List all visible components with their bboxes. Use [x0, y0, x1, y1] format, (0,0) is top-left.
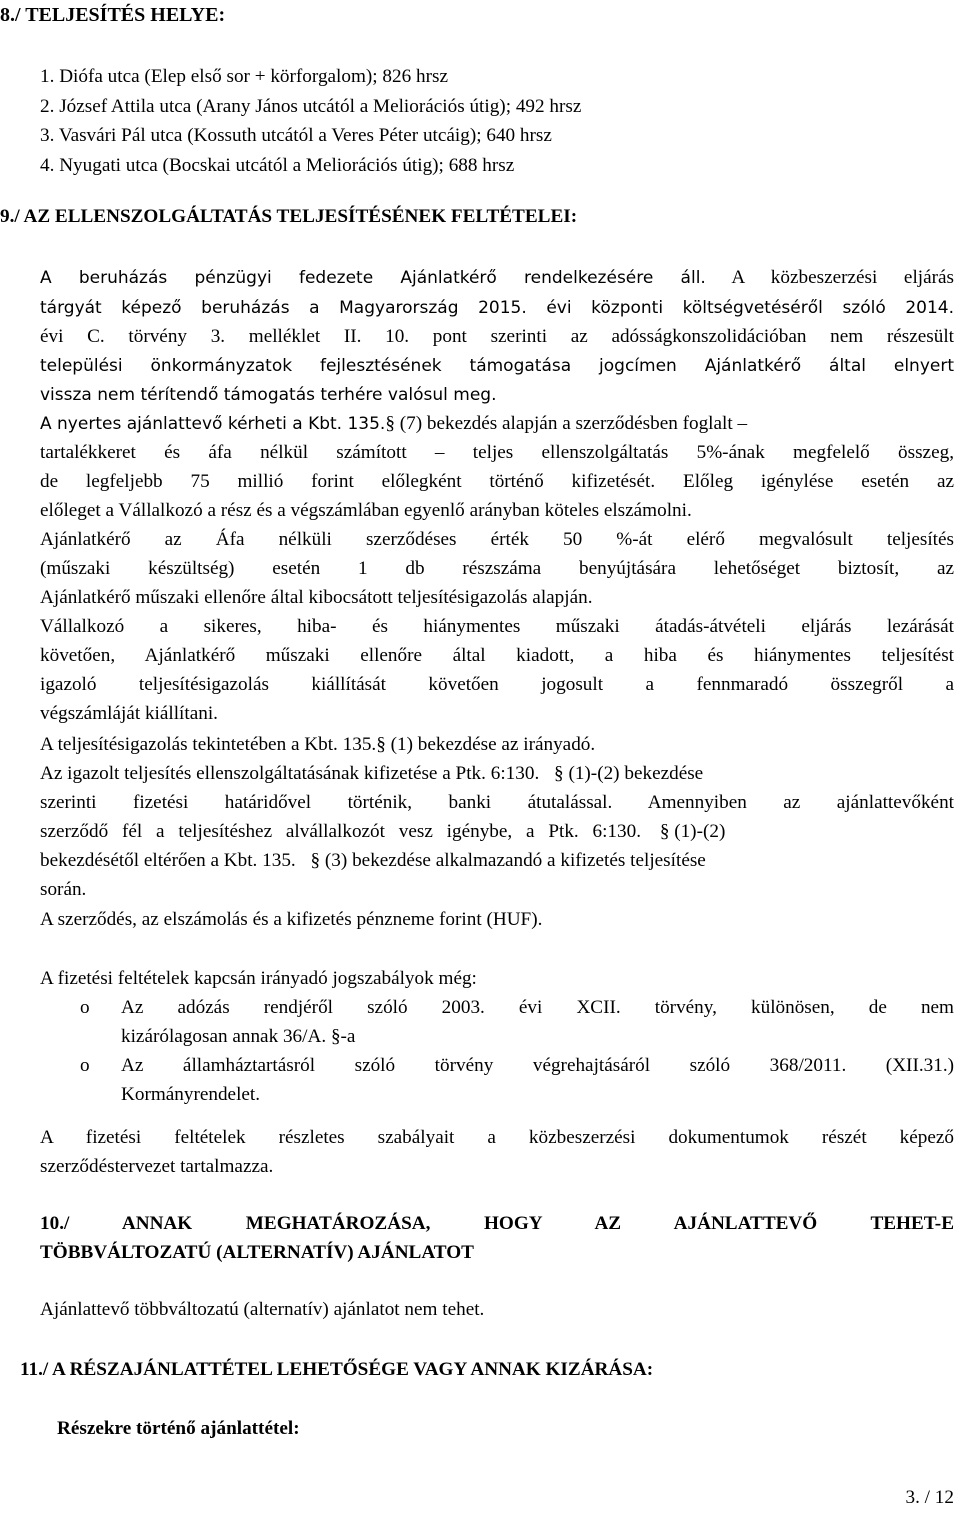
- paragraph-line: bekezdésétől eltérően a Kbt. 135. § (3) bekezdése alkalmazandó a kifizetés teljesítése: [40, 850, 706, 871]
- paragraph-line: Ajánlatkérő az Áfa nélküli szerződéses érték 50 %-át elérő megvalósult teljesítés: [40, 529, 954, 550]
- section-9-heading: 9./ AZ ELLENSZOLGÁLTATÁS TELJESÍTÉSÉNEK FELTÉTELEI:: [0, 206, 578, 227]
- section-10-heading-cont: TÖBBVÁLTOZATÚ (ALTERNATÍV) AJÁNLATOT: [40, 1242, 474, 1263]
- paragraph-line: Ajánlatkérő műszaki ellenőre által kibocsátott teljesítésigazolás alapján.: [40, 587, 593, 608]
- paragraph-line: követően, Ajánlatkérő műszaki ellenőre által kiadott, a hiba és hiánymentes teljesítést: [40, 645, 954, 666]
- bullet-line: Az államháztartásról szóló törvény végrehajtásáról szóló 368/2011. (XII.31.): [121, 1055, 954, 1076]
- page-number: 3. / 12: [905, 1487, 954, 1508]
- paragraph-line: igazoló teljesítésigazolás kiállítását követően jogosult a fennmaradó összegről a: [40, 674, 954, 695]
- section-8-heading: 8./ TELJESÍTÉS HELYE:: [0, 4, 226, 26]
- paragraph-line: (műszaki készültség) esetén 1 db részszáma benyújtására lehetőséget biztosít, az: [40, 558, 954, 579]
- paragraph-line: A beruházás pénzügyi fedezete Ajánlatkérő rendelkezésére áll. A közbeszerzési eljárás: [40, 267, 955, 288]
- list-item: 1. Diófa utca (Elep első sor + körforgalom); 826 hrsz: [40, 66, 448, 87]
- paragraph-line: során.: [40, 879, 87, 900]
- paragraph-line: A nyertes ajánlattevő kérheti a Kbt. 135.§ (7) bekezdés alapján a szerződésben foglalt –: [40, 413, 748, 434]
- paragraph-line: előleget a Vállalkozó a rész és a végszámlában egyenlő arányban köteles elszámolni.: [40, 500, 692, 521]
- paragraph-line: szerződéstervezet tartalmazza.: [40, 1156, 274, 1177]
- section-11-heading: 11./ A RÉSZAJÁNLATTÉTEL LEHETŐSÉGE VAGY ANNAK KIZÁRÁSA:: [20, 1359, 654, 1380]
- section-10-heading: 10./ ANNAK MEGHATÁROZÁSA, HOGY AZ AJÁNLATTEVŐ TEHET-E: [40, 1213, 954, 1234]
- list-item: 4. Nyugati utca (Bocskai utcától a Meliorációs útig); 688 hrsz: [40, 154, 515, 176]
- paragraph-line: szerinti fizetési határidővel történik, banki átutalással. Amennyiben az ajánlattevőként: [40, 792, 954, 813]
- section-11-subheading: Részekre történő ajánlattétel:: [57, 1418, 300, 1439]
- paragraph-line: A teljesítésigazolás tekintetében a Kbt. 135.§ (1) bekezdése az irányadó.: [40, 734, 596, 755]
- list-item: 3. Vasvári Pál utca (Kossuth utcától a Veres Péter utcáig); 640 hrsz: [40, 125, 552, 146]
- paragraph-line: de legfeljebb 75 millió forint előlegként történő kifizetését. Előleg igénylése esetén az: [40, 471, 954, 492]
- paragraph-line: települési önkormányzatok fejlesztésének támogatása jogcímen Ajánlatkérő által elnyert: [40, 356, 954, 376]
- bullet-line: Kormányrendelet.: [121, 1084, 261, 1105]
- paragraph-line: A szerződés, az elszámolás és a kifizetés pénzneme forint (HUF).: [40, 909, 543, 930]
- paragraph-line: végszámláját kiállítani.: [40, 703, 218, 724]
- paragraph-line: tárgyát képező beruházás a Magyarország 2015. évi központi költségvetéséről szóló 2014.: [40, 298, 954, 318]
- paragraph-line: tartalékkeret és áfa nélkül számított – teljes ellenszolgáltatás 5%-ának megfelelő összeg,: [40, 442, 954, 463]
- paragraph-line: évi C. törvény 3. melléklet II. 10. pont szerinti az adósságkonszolidációban nem részesült: [40, 326, 954, 347]
- places-list: [40, 62, 581, 180]
- paragraph-line: vissza nem térítendő támogatás terhére valósul meg.: [40, 385, 497, 405]
- payment-intro: A fizetési feltételek kapcsán irányadó jogszabályok még:: [40, 968, 477, 989]
- list-item: 2. József Attila utca (Arany János utcától a Meliorációs útig); 492 hrsz: [40, 95, 582, 117]
- section-10-body: Ajánlattevő többváltozatú (alternatív) ajánlatot nem tehet.: [40, 1299, 485, 1320]
- paragraph-line: A fizetési feltételek részletes szabályait a közbeszerzési dokumentumok részét képező: [40, 1127, 954, 1148]
- paragraph-line: szerződő fél a teljesítéshez alvállalkozót vesz igénybe, a Ptk. 6:130. § (1)-(2): [40, 821, 726, 842]
- bullet-marker: o: [80, 997, 90, 1018]
- bullet-line: kizárólagosan annak 36/A. §-a: [121, 1026, 356, 1047]
- paragraph-line: Az igazolt teljesítés ellenszolgáltatásának kifizetése a Ptk. 6:130. § (1)-(2) bekezdése: [40, 763, 704, 784]
- bullet-line: Az adózás rendjéről szóló 2003. évi XCII. törvény, különösen, de nem: [121, 997, 954, 1018]
- bullet-marker: o: [80, 1055, 90, 1076]
- paragraph-line: Vállalkozó a sikeres, hiba- és hiánymentes műszaki átadás-átvételi eljárás lezárását: [40, 616, 954, 637]
